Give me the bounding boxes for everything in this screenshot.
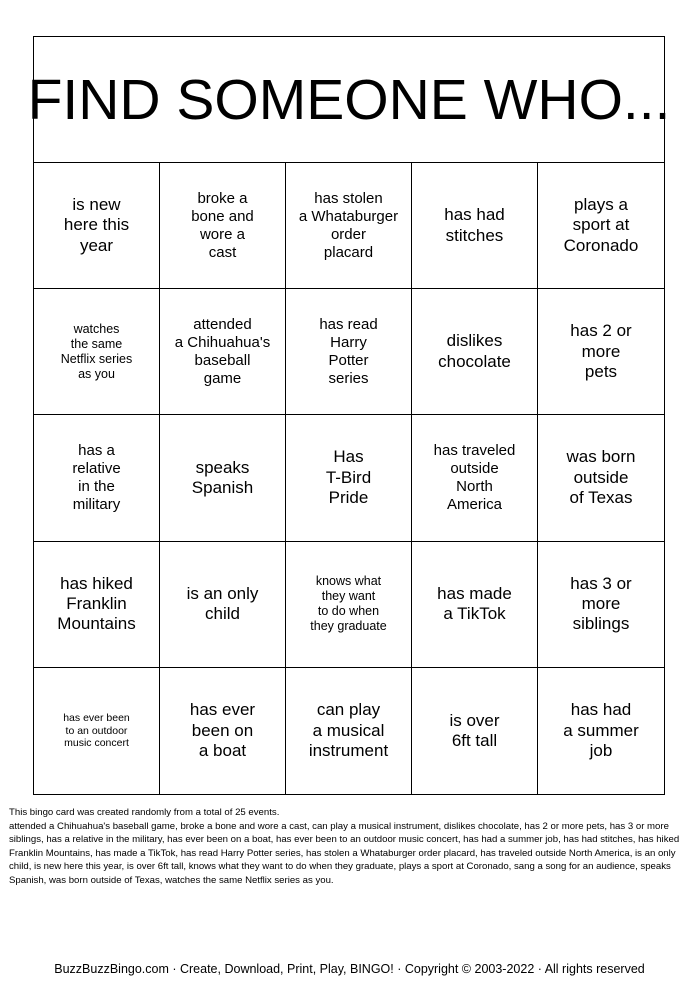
bingo-cell-text: has 2 or more pets bbox=[570, 321, 632, 381]
footer-copyright: BuzzBuzzBingo.com · Create, Download, Print, Play, BINGO! · Copyright © 2003-2022 · All rights reserved bbox=[54, 962, 645, 976]
bingo-cell bbox=[160, 668, 286, 794]
bingo-grid bbox=[34, 163, 664, 794]
bingo-cell bbox=[538, 542, 664, 668]
bingo-cell-text: has a relative in the military bbox=[72, 441, 121, 513]
title-box bbox=[27, 37, 671, 163]
bingo-cell bbox=[412, 668, 538, 794]
bingo-cell bbox=[538, 163, 664, 289]
bingo-cell bbox=[286, 163, 412, 289]
bingo-cell bbox=[160, 415, 286, 541]
bingo-cell bbox=[412, 542, 538, 668]
info-events-list: attended a Chihuahua's baseball game, broke a bone and wore a cast, can play a musical instrument, dislikes chocolate, has 2 or more pets, has 3 or more siblings, has a relative in the military, has ever been on a boat, has ever been to an outdoor music concert, has had a summer job, has had stitches, has hiked Franklin Mountains, has made a TikTok, has read Harry Potter series, has stolen a Whataburger order placard, has traveled outside North America, is an only child, is new here this year, is over 6ft tall, knows what they want to do when they graduate, plays a sport at Coronado, sang a song for an audience, speaks Spanish, was born outside of Texas, watches the same Netflix series as you. bbox=[9, 820, 680, 887]
bingo-cell bbox=[160, 163, 286, 289]
card-info bbox=[9, 806, 689, 888]
bingo-cell bbox=[538, 668, 664, 794]
bingo-cell bbox=[412, 415, 538, 541]
info-summary: This bingo card was created randomly from a total of 25 events. bbox=[9, 807, 280, 818]
bingo-cell bbox=[34, 163, 160, 289]
bingo-cell-text: has traveled outside North America bbox=[433, 441, 516, 513]
bingo-cell-text: is an only child bbox=[186, 583, 259, 624]
bingo-cell-text: has had a summer job bbox=[563, 700, 639, 761]
bingo-cell bbox=[538, 415, 664, 541]
bingo-cell-text: is over 6ft tall bbox=[449, 710, 500, 750]
bingo-cell bbox=[412, 163, 538, 289]
bingo-cell bbox=[34, 289, 160, 415]
bingo-cell-text: has made a TikTok bbox=[437, 583, 512, 624]
bingo-cell bbox=[160, 289, 286, 415]
bingo-cell bbox=[160, 542, 286, 668]
bingo-cell-text: has read Harry Potter series bbox=[319, 315, 378, 387]
bingo-cell-text: speaks Spanish bbox=[191, 457, 254, 497]
bingo-cell bbox=[34, 542, 160, 668]
card-title: FIND SOMEONE WHO... bbox=[27, 67, 671, 132]
bingo-cell-text: plays a sport at Coronado bbox=[563, 195, 639, 255]
bingo-cell bbox=[538, 289, 664, 415]
bingo-cell-text: has ever been on a boat bbox=[189, 700, 256, 761]
bingo-cell-text: has stolen a Whataburger order placard bbox=[298, 189, 399, 261]
bingo-cell-text: attended a Chihuahua's baseball game bbox=[174, 315, 271, 387]
bingo-cell-text: broke a bone and wore a cast bbox=[191, 189, 254, 261]
bingo-cell bbox=[286, 542, 412, 668]
bingo-cell bbox=[286, 668, 412, 794]
bingo-cell-text: has hiked Franklin Mountains bbox=[57, 573, 136, 634]
bingo-cell bbox=[412, 289, 538, 415]
bingo-cell-text: Has T-Bird Pride bbox=[325, 447, 372, 508]
bingo-cell-text: has ever been to an outdoor music concert bbox=[63, 712, 130, 750]
bingo-cell bbox=[286, 415, 412, 541]
bingo-cell-text: has had stitches bbox=[444, 205, 505, 245]
bingo-cell-text: was born outside of Texas bbox=[566, 447, 636, 508]
bingo-cell-text: dislikes chocolate bbox=[438, 331, 511, 371]
bingo-cell bbox=[286, 289, 412, 415]
bingo-cell-text: knows what they want to do when they graduate bbox=[310, 574, 387, 634]
bingo-cell bbox=[34, 668, 160, 794]
bingo-cell bbox=[34, 415, 160, 541]
bingo-cell-text: has 3 or more siblings bbox=[570, 573, 632, 634]
bingo-cell-text: watches the same Netflix series as you bbox=[60, 321, 133, 381]
bingo-cell-text: is new here this year bbox=[63, 195, 130, 255]
bingo-cell-text: can play a musical instrument bbox=[308, 700, 389, 761]
bingo-card bbox=[27, 36, 671, 795]
